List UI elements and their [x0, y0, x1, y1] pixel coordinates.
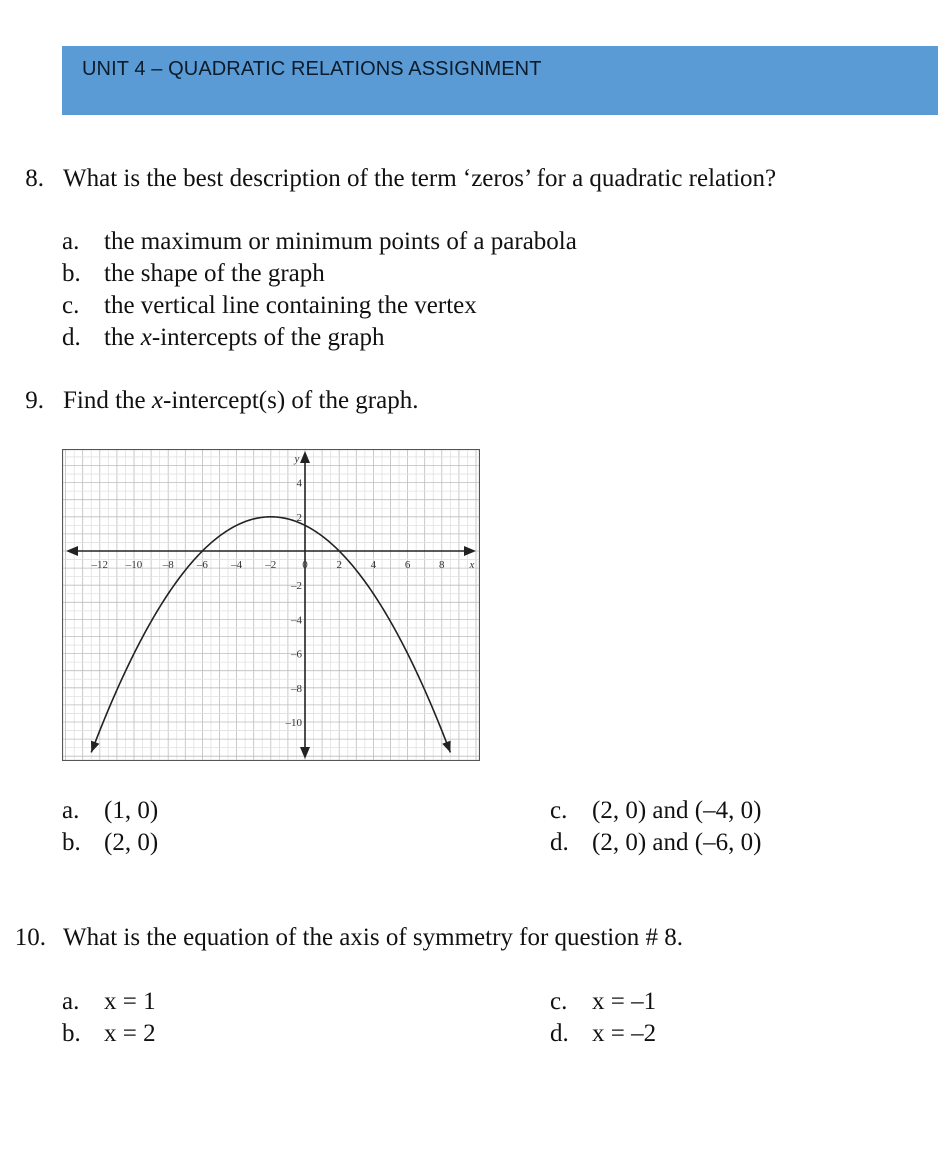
x-tick-label: 4 [370, 559, 377, 571]
x-tick-label: –6 [196, 559, 208, 571]
x-tick-label: 0 [302, 559, 308, 571]
q10-option-d[interactable]: d. x = –2 [550, 1020, 657, 1047]
y-tick-label: 4 [296, 477, 302, 490]
x-tick-label: –8 [162, 559, 174, 571]
x-tick-label: 6 [404, 559, 411, 571]
q9-option-a[interactable]: a. (1, 0) [62, 797, 159, 824]
question-text: What is the best description of the term ‘zeros’ for a quadratic relation? [63, 165, 777, 192]
y-tick-label: –4 [291, 614, 302, 627]
y-tick-label: –6 [291, 648, 302, 661]
q8-option-d[interactable]: d. the x-intercepts of the graph [62, 324, 385, 351]
q10-option-b[interactable]: b. x = 2 [62, 1020, 156, 1047]
question-number: 10. [14, 924, 46, 951]
x-tick-label: 8 [439, 559, 445, 571]
q10-option-c[interactable]: c. x = –1 [550, 988, 657, 1015]
q8-option-a[interactable]: a. the maximum or minimum points of a parabola [62, 228, 577, 255]
y-axis-label: y [294, 453, 300, 465]
x-axis-label: x [469, 559, 475, 571]
header-title: UNIT 4 – QUADRATIC RELATIONS ASSIGNMENT [82, 58, 542, 80]
x-tick-label: –12 [91, 559, 109, 571]
y-tick-label: –2 [291, 580, 302, 593]
x-tick-label: –10 [125, 559, 143, 571]
y-tick-label: 2 [296, 511, 302, 524]
y-tick-label: –8 [291, 682, 302, 695]
q8-option-c[interactable]: c. the vertical line containing the vertex [62, 292, 477, 319]
x-tick-label: –4 [231, 559, 243, 571]
parabola-graph [62, 449, 480, 761]
x-tick-label: 2 [336, 559, 342, 571]
header-bar [62, 46, 938, 115]
q9-option-b[interactable]: b. (2, 0) [62, 829, 159, 856]
question-number: 9. [25, 387, 44, 414]
q8-option-b[interactable]: b. the shape of the graph [62, 260, 325, 287]
question-number: 8. [25, 165, 44, 192]
question-text: Find the x-intercept(s) of the graph. [63, 387, 419, 414]
x-tick-label: –2 [265, 559, 277, 571]
q9-option-c[interactable]: c. (2, 0) and (–4, 0) [550, 797, 762, 824]
q10-option-a[interactable]: a. x = 1 [62, 988, 156, 1015]
question-text: What is the equation of the axis of symmetry for question # 8. [63, 924, 684, 951]
q9-option-d[interactable]: d. (2, 0) and (–6, 0) [550, 829, 762, 856]
y-tick-label: –10 [285, 717, 302, 729]
